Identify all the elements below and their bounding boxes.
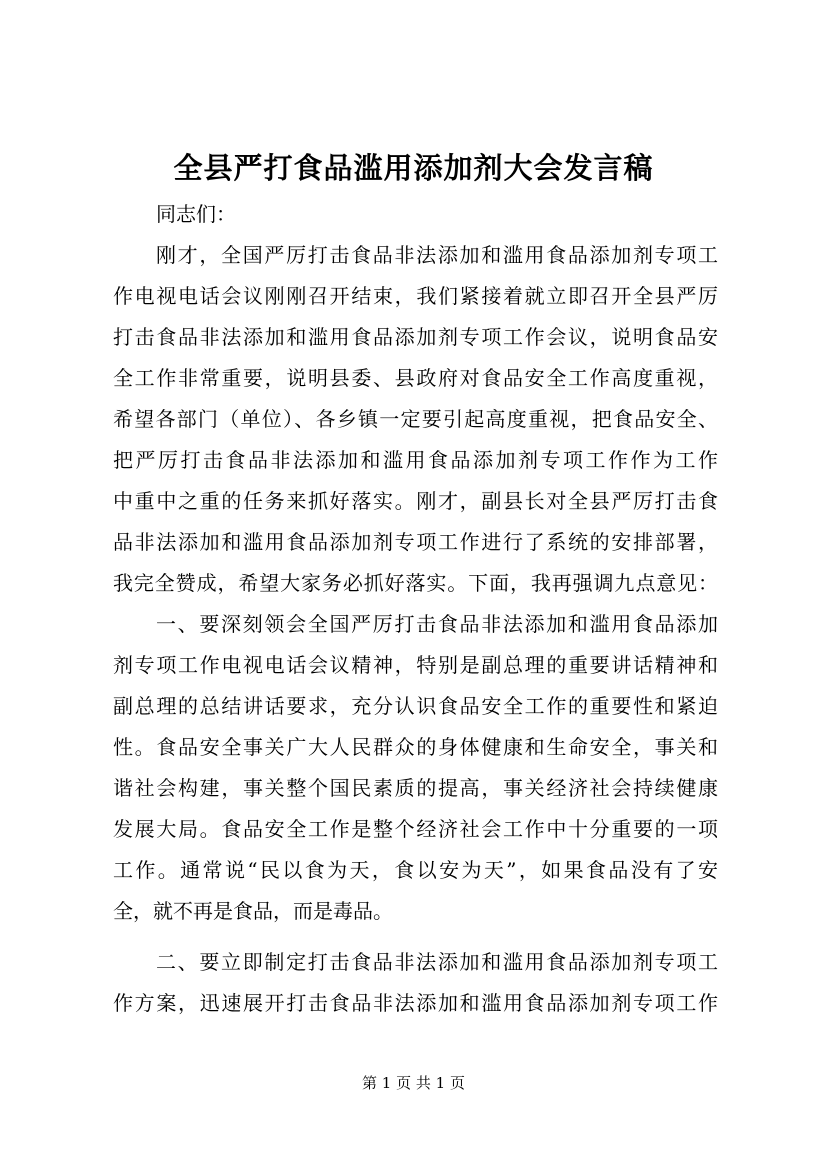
paragraph-line: 全工作非常重要，说明县委、县政府对食品安全工作高度重视，	[113, 366, 718, 390]
page-number: 第 1 页 共 1 页	[362, 1074, 465, 1092]
paragraph-2	[113, 604, 718, 932]
paragraph-line: 作电视电话会议刚刚召开结束，我们紧接着就立即召开全县严厉	[113, 284, 718, 308]
paragraph-line: 发展大局。食品安全工作是整个经济社会工作中十分重要的一项	[113, 817, 718, 841]
paragraph-line: 刚才，全国严厉打击食品非法添加和滥用食品添加剂专项工	[156, 243, 718, 267]
salutation: 同志们：	[156, 202, 236, 226]
paragraph-1	[113, 235, 718, 604]
paragraph-line: 我完全赞成，希望大家务必抓好落实。下面，我再强调九点意见：	[113, 571, 718, 595]
paragraph-line: 一、要深刻领会全国严厉打击食品非法添加和滥用食品添加	[156, 612, 718, 636]
paragraph-line: 剂专项工作电视电话会议精神，特别是副总理的重要讲话精神和	[113, 653, 718, 677]
paragraph-spacer	[113, 932, 718, 942]
paragraph-line: 把严厉打击食品非法添加和滥用食品添加剂专项工作作为工作	[113, 448, 718, 472]
paragraph-line: 副总理的总结讲话要求，充分认识食品安全工作的重要性和紧迫	[113, 694, 718, 718]
paragraph-line: 中重中之重的任务来抓好落实。刚才，副县长对全县严厉打击食	[113, 489, 718, 513]
paragraph-line: 品非法添加和滥用食品添加剂专项工作进行了系统的安排部署，	[113, 530, 718, 554]
paragraph-line: 打击食品非法添加和滥用食品添加剂专项工作会议，说明食品安	[113, 325, 718, 349]
paragraph-line: 谐社会构建，事关整个国民素质的提高，事关经济社会持续健康	[113, 776, 718, 800]
document-body	[113, 194, 718, 1024]
paragraph-line: 工作。通常说“民以食为天，食以安为天”，如果食品没有了安	[113, 858, 718, 882]
paragraph-line: 作方案，迅速展开打击食品非法添加和滥用食品添加剂专项工作	[113, 991, 718, 1015]
paragraph-line: 希望各部门（单位）、各乡镇一定要引起高度重视，把食品安全、	[113, 407, 718, 431]
paragraph-3	[113, 942, 718, 1024]
paragraph-line: 二、要立即制定打击食品非法添加和滥用食品添加剂专项工	[156, 950, 718, 974]
paragraph-line: 性。食品安全事关广大人民群众的身体健康和生命安全，事关和	[113, 735, 718, 759]
paragraph-line: 全，就不再是食品，而是毒品。	[113, 899, 393, 923]
document-title: 全县严打食品滥用添加剂大会发言稿	[173, 151, 654, 185]
